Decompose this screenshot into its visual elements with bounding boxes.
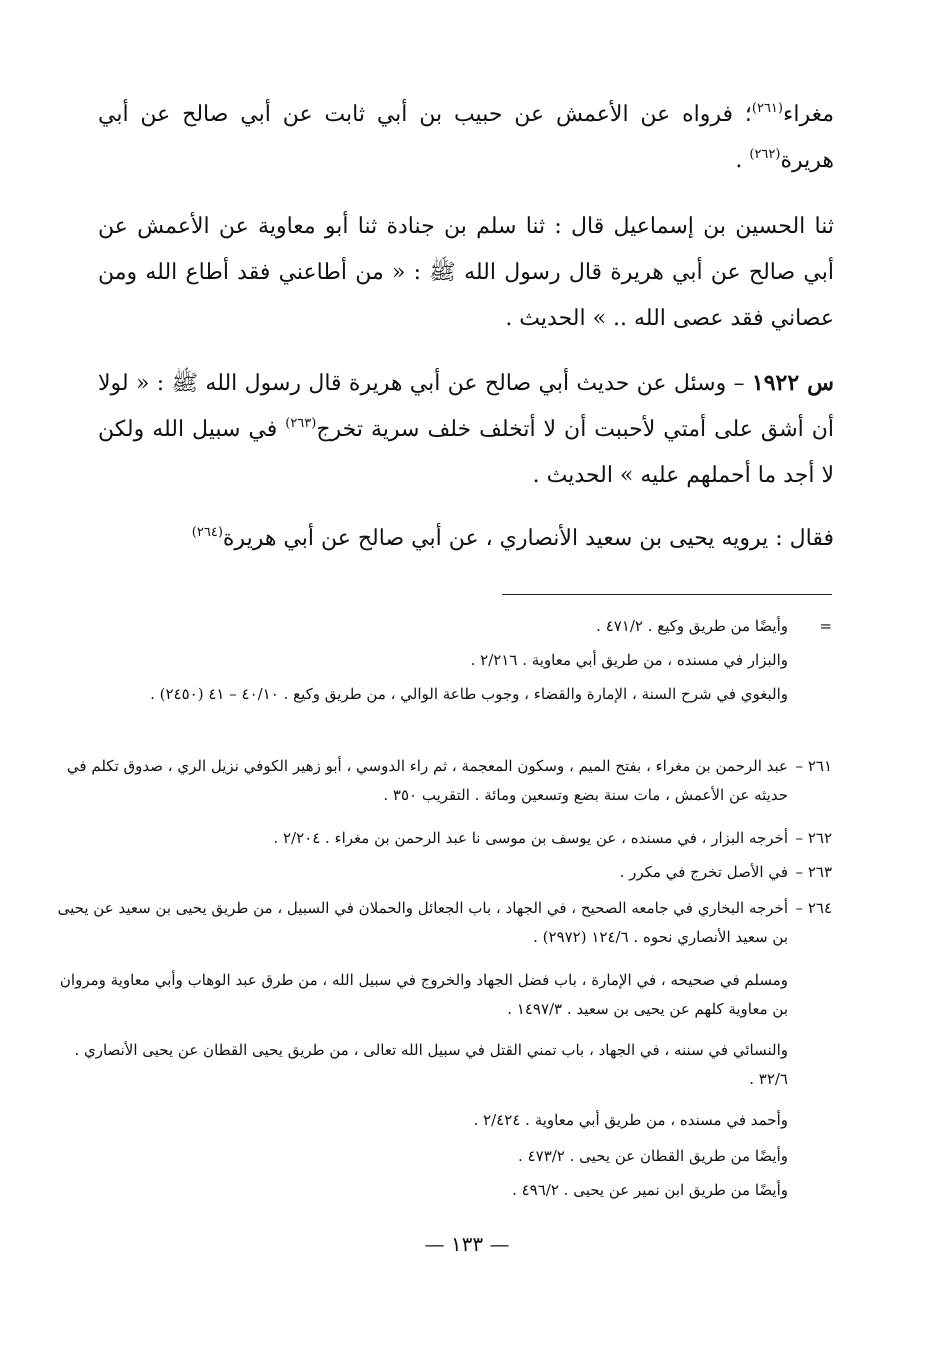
footnote-number: ٢٦١ – [795, 757, 832, 775]
footnote [48, 966, 832, 1024]
footnote-ref-262[interactable]: (٢٦٢) [749, 147, 781, 162]
footnote [48, 1142, 832, 1171]
footnote [48, 858, 832, 887]
footnote-number: = [819, 617, 832, 635]
question-number: س ١٩٢٢ [751, 370, 834, 396]
footnote-number: ٢٦٤ – [795, 899, 832, 917]
paragraph-4-text: فقال : يرويه يحيى بن سعيد الأنصاري ، عن أبي صالح عن أبي هريرة [222, 526, 834, 551]
paragraph-1-text-b: ؛ فرواه عن الأعمش عن حبيب بن أبي ثابت عن أبي صالح عن أبي هريرة [98, 102, 834, 173]
footnote-text: وأيضًا من طريق القطان عن يحيى . ٤٧٣/٢ . [518, 1147, 788, 1165]
footnote-text: وأيضًا من طريق ابن نمير عن يحيى . ٤٩٦/٢ . [512, 1181, 788, 1199]
footnote [48, 680, 832, 709]
footnote [48, 1036, 832, 1094]
paragraph-2-text: ثنا الحسين بن إسماعيل قال : ثنا سلم بن جنادة ثنا أبو معاوية عن الأعمش عن أبي صالح عن أبي هريرة قال رسول الله ﷺ : « من أطاعني فقد أطاع الله ومن عصاني فقد عصى الله .. » الحديث . [98, 214, 834, 331]
paragraph-2 [98, 204, 834, 342]
paragraph-3-text-b: في سبيل الله ولكن لا أجد ما أحملهم عليه » الحديث . [98, 417, 834, 488]
footnote-text: وأحمد في مسنده ، من طريق أبي معاوية . ٢/٤٢٤ . [473, 1111, 788, 1129]
footnote-number: ٢٦٢ – [795, 829, 832, 847]
footnote [48, 894, 832, 952]
footnote-text: في الأصل تخرج في مكرر . [619, 863, 788, 881]
page-number: — ١٣٣ — [424, 1232, 510, 1256]
paragraph-1-text-c: . [735, 148, 750, 173]
paragraph-1 [98, 92, 834, 184]
paragraph-1-text-a: مغراء [783, 102, 834, 127]
footnote-text: والبزار في مسنده ، من طريق أبي معاوية . ٢/٢١٦ . [470, 651, 788, 669]
footnote-text: أخرجه البخاري في جامعه الصحيح ، في الجهاد ، باب الجعائل والحملان في السبيل ، من طريق يحيى بن سعيد عن يحيى بن سعيد الأنصاري نحوه . ١٢٤/٦ (٢٩٧٢) . [57, 899, 788, 946]
footnote-text: والبغوي في شرح السنة ، الإمارة والقضاء ، وجوب طاعة الوالي ، من طريق وكيع . ٤٠/١٠ – ٤١ (٢٤٥٠) . [150, 685, 788, 703]
footnote [48, 1106, 832, 1135]
paragraph-3 [98, 360, 834, 499]
footnote-text: والنسائي في سننه ، في الجهاد ، باب تمني القتل في سبيل الله تعالى ، من طريق يحيى القطان عن يحيى الأنصاري . ٣٢/٦ . [74, 1041, 788, 1088]
footnote [48, 752, 832, 810]
footnote-text: أخرجه البزار ، في مسنده ، عن يوسف بن موسى نا عبد الرحمن بن مغراء . ٢/٢٠٤ . [273, 829, 788, 847]
footnote [48, 1176, 832, 1205]
footnote-text: وأيضًا من طريق وكيع . ٤٧١/٢ . [596, 617, 788, 635]
footnote-ref-261[interactable]: (٢٦١) [751, 101, 783, 116]
footnote-separator [502, 594, 832, 595]
paragraph-3-text-a: – وسئل عن حديث أبي صالح عن أبي هريرة قال رسول الله ﷺ : « لولا أن أشق على أمتي لأحببت أن لا أتخلف خلف سرية تخرج [98, 371, 834, 442]
paragraph-4 [98, 516, 834, 562]
footnote [48, 612, 832, 641]
footnote [48, 824, 832, 853]
footnote-text: ومسلم في صحيحه ، في الإمارة ، باب فضل الجهاد والخروج في سبيل الله ، من طرق عبد الوهاب وأبي معاوية ومروان بن معاوية كلهم عن يحيى بن سعيد . ١٤٩٧/٣ . [59, 971, 788, 1018]
footnote-ref-263[interactable]: (٢٦٣) [285, 416, 317, 431]
footnote-number: ٢٦٣ – [795, 863, 832, 881]
footnote-ref-264[interactable]: (٢٦٤) [191, 525, 223, 540]
footnote-text: عبد الرحمن بن مغراء ، بفتح الميم ، وسكون المعجمة ، ثم راء الدوسي ، أبو زهير الكوفي نزيل الري ، صدوق تكلم في حديثه عن الأعمش ، مات سنة بضع وتسعين ومائة . التقريب ٣٥٠ . [66, 757, 788, 804]
footnote [48, 646, 832, 675]
